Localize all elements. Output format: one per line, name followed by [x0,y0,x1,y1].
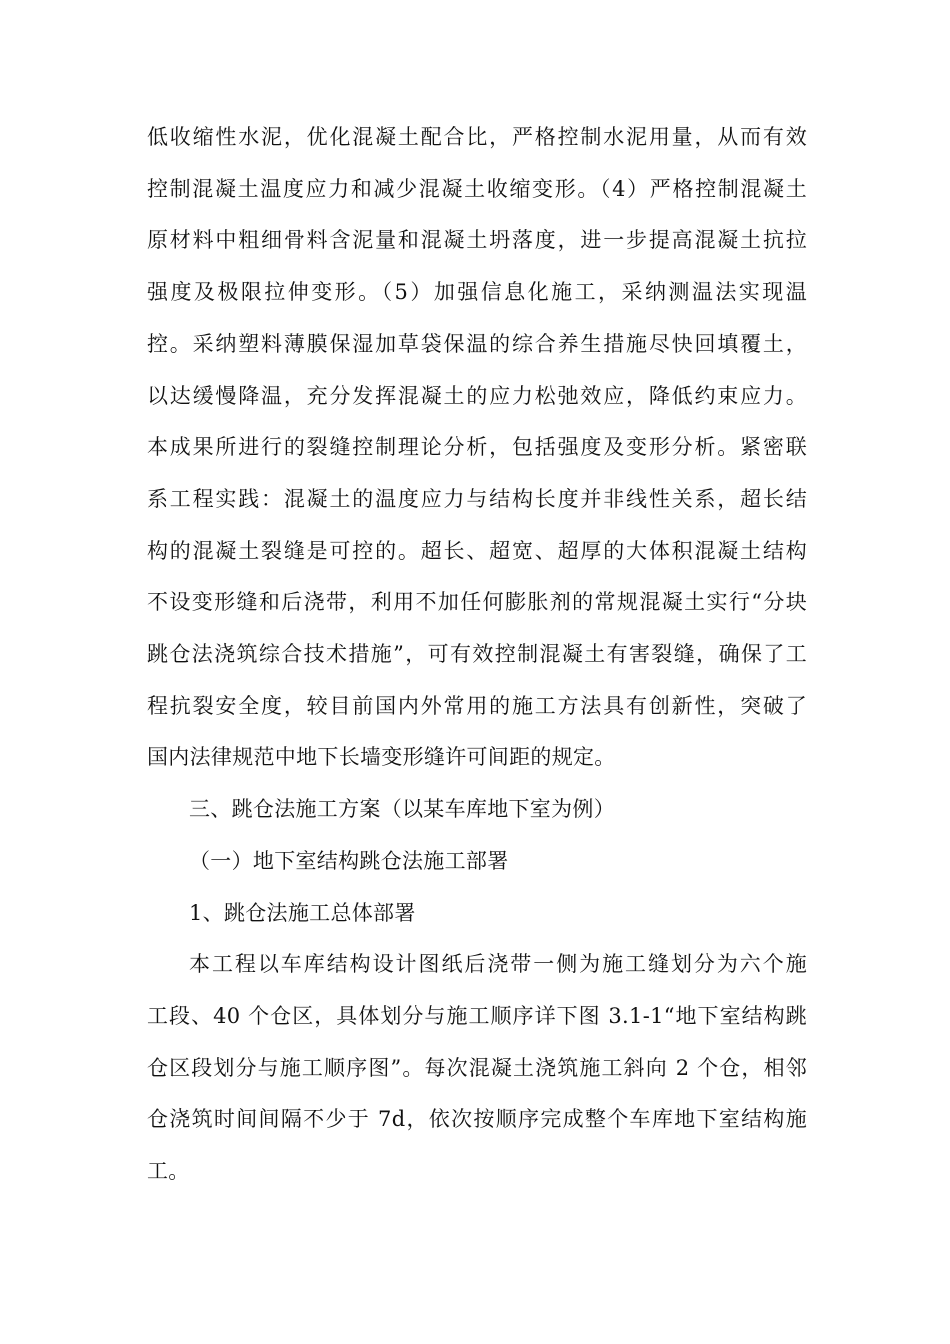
text-line: 仓浇筑时间间隔不少于 7d，依次按顺序完成整个车库地下室结构施 [147,1107,807,1132]
text-line: 控。采纳塑料薄膜保湿加草袋保温的综合养生措施尽快回填覆土， [147,331,807,356]
text-line: 系工程实践：混凝土的温度应力与结构长度并非线性关系，超长结 [147,486,807,511]
section-heading: 三、跳仓法施工方案（以某车库地下室为例） [189,797,615,822]
text-line: 本工程以车库结构设计图纸后浇带一侧为施工缝划分为六个施 [189,952,807,977]
text-line: 工。 [147,1159,190,1184]
text-line: 不设变形缝和后浇带，利用不加任何膨胀剂的常规混凝土实行“分块 [147,590,807,615]
text-line: 控制混凝土温度应力和减少混凝土收缩变形。（4）严格控制混凝土 [147,176,807,201]
text-line: 仓区段划分与施工顺序图”。每次混凝土浇筑施工斜向 2 个仓，相邻 [147,1055,807,1080]
text-line: 原材料中粗细骨料含泥量和混凝土坍落度，进一步提高混凝土抗拉 [147,228,807,253]
text-line: 低收缩性水泥，优化混凝土配合比，严格控制水泥用量，从而有效 [147,125,807,149]
text-line: 国内法律规范中地下长墙变形缝许可间距的规定。 [147,745,616,770]
text-line: 工段、40 个仓区，具体划分与施工顺序详下图 3.1-1“地下室结构跳 [147,1003,807,1028]
text-line: 跳仓法浇筑综合技术措施”，可有效控制混凝土有害裂缝，确保了工 [147,642,807,667]
paragraph-deployment [147,939,807,1198]
item-heading: 1、跳仓法施工总体部署 [189,900,416,925]
paragraph-crack-control [147,112,807,784]
text-line: 以达缓慢降温，充分发挥混凝土的应力松弛效应，降低约束应力。 [147,383,807,408]
document-body [147,112,807,1198]
text-line: 构的混凝土裂缝是可控的。超长、超宽、超厚的大体积混凝土结构 [147,538,807,563]
text-line: 强度及极限拉伸变形。（5）加强信息化施工，采纳测温法实现温 [147,280,807,305]
subsection-heading: （一）地下室结构跳仓法施工部署 [189,848,509,873]
text-line: 程抗裂安全度，较目前国内外常用的施工方法具有创新性，突破了 [147,693,807,718]
text-line: 本成果所进行的裂缝控制理论分析，包括强度及变形分析。紧密联 [147,435,807,460]
